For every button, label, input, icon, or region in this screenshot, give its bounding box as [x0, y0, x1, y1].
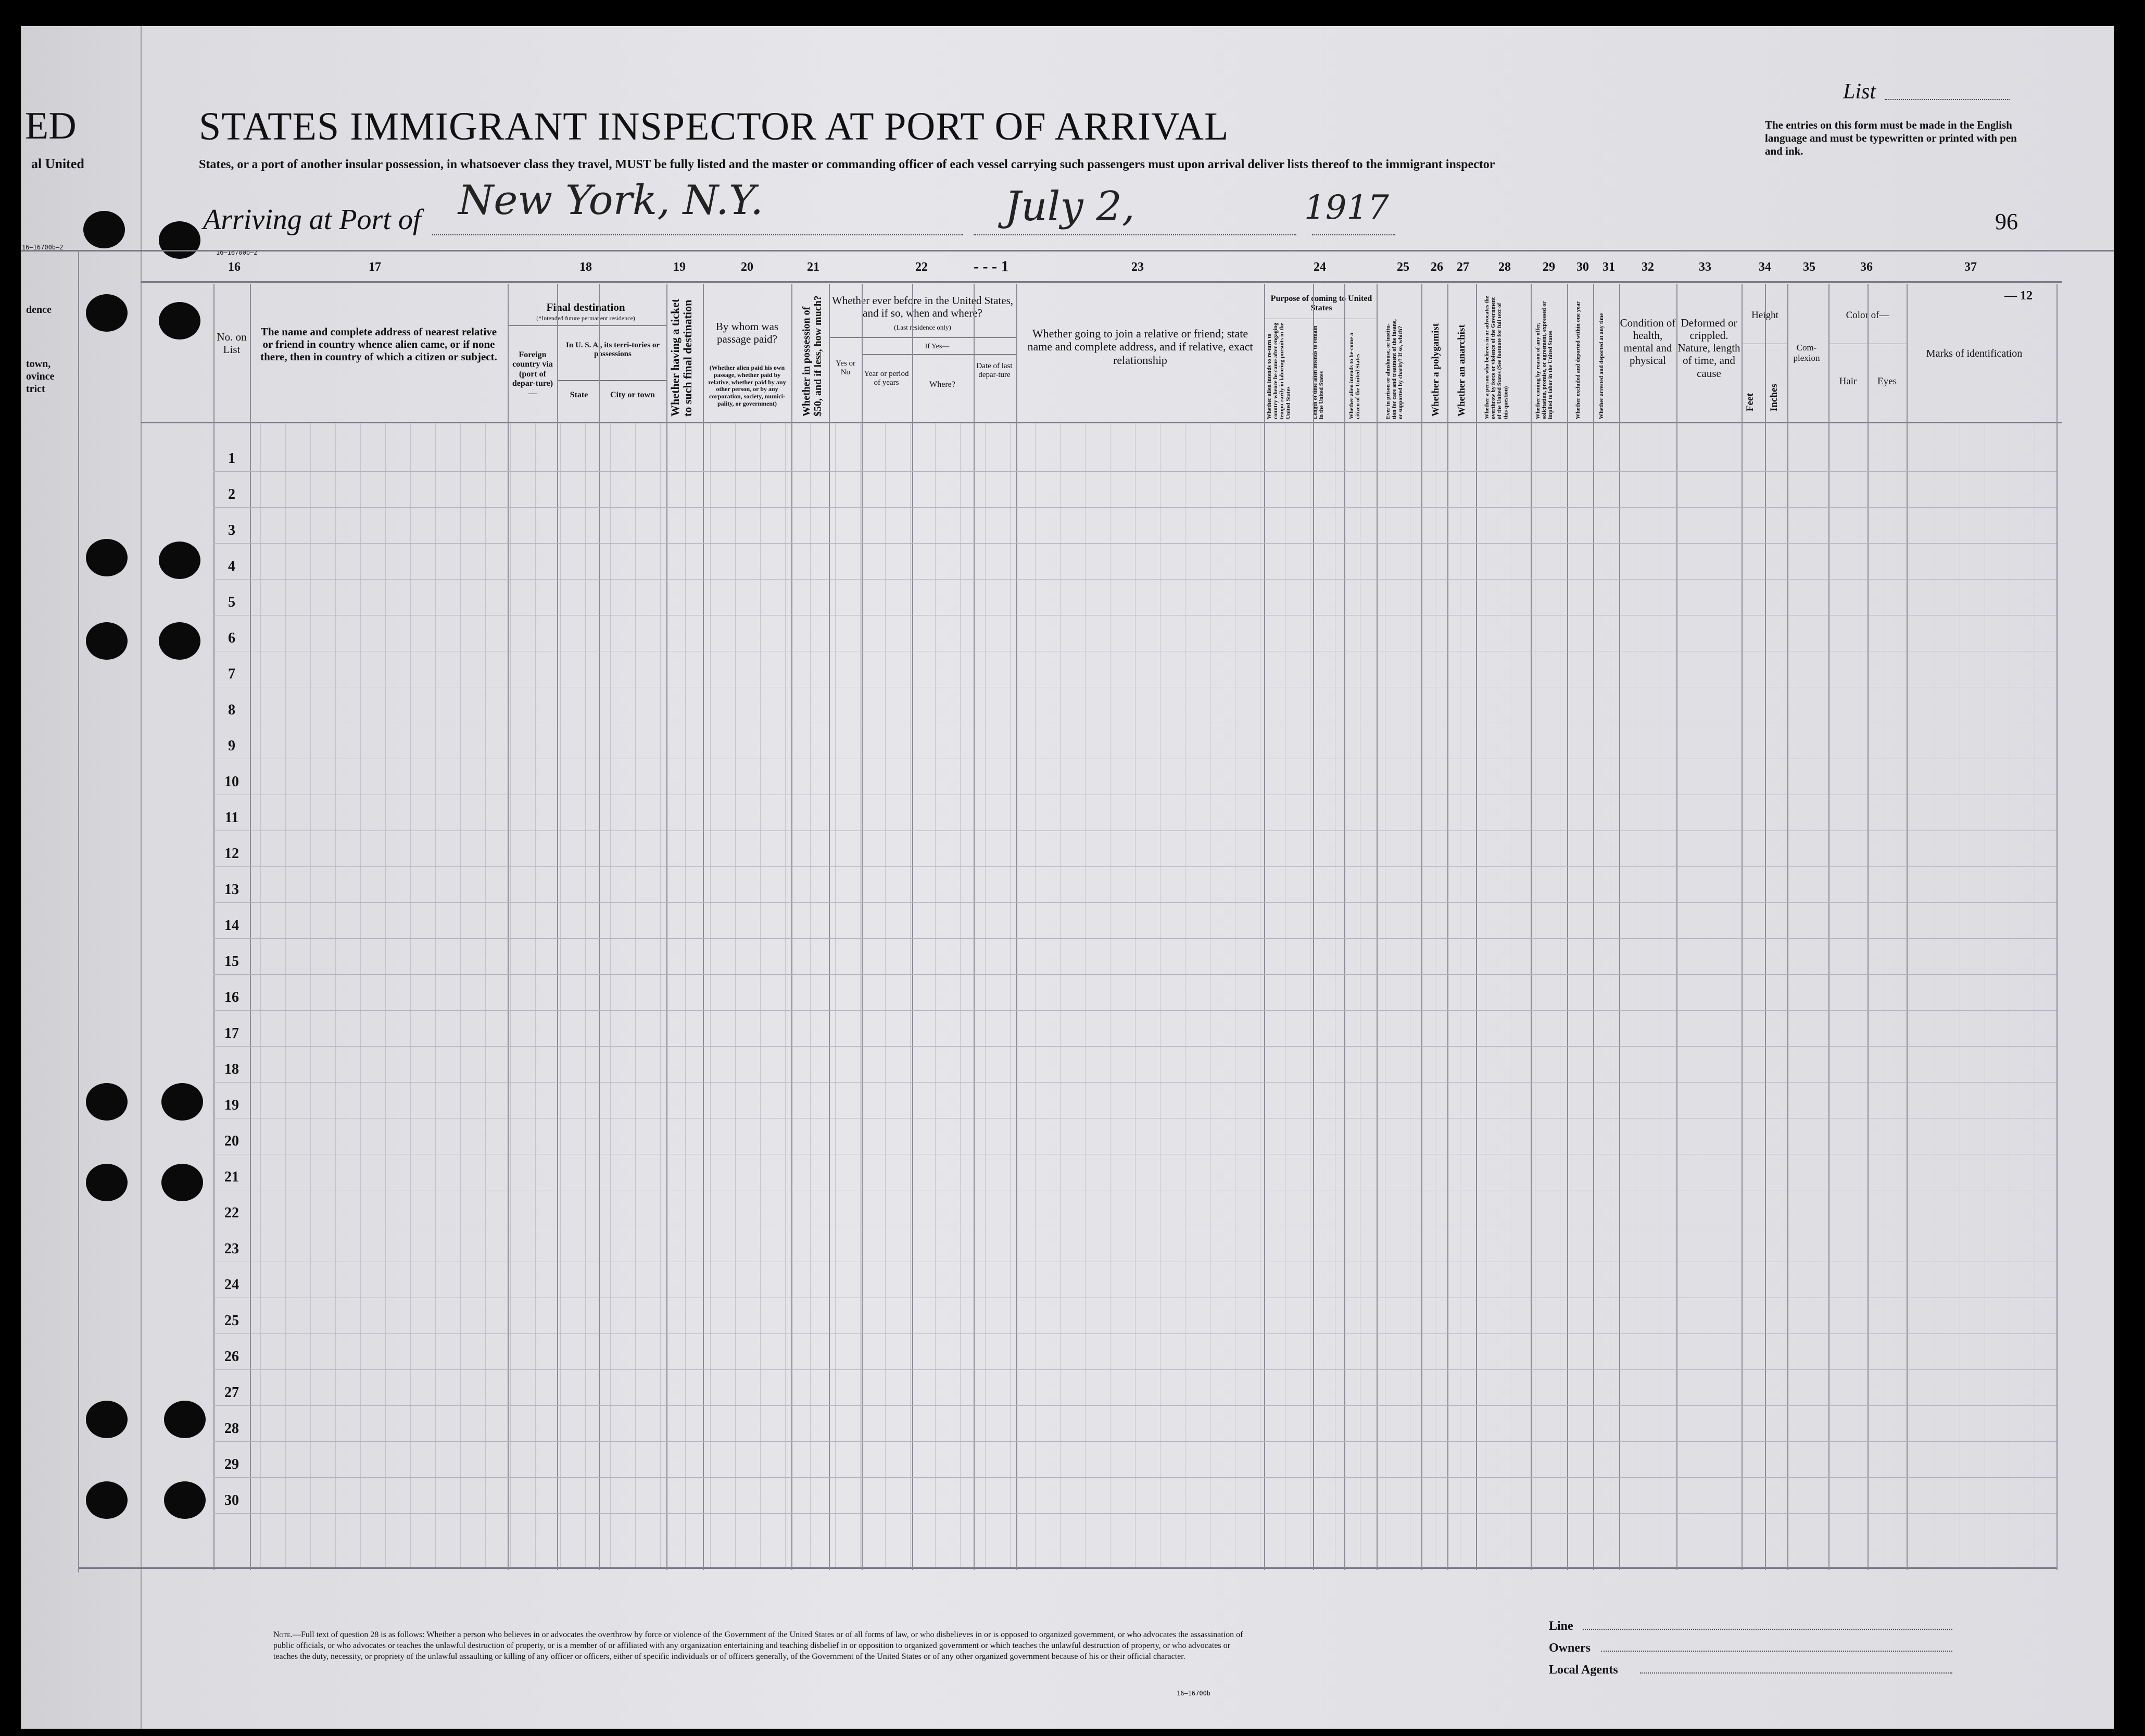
minor-rule	[810, 423, 811, 1567]
binder-hole	[161, 1164, 203, 1201]
header-color-of: Color of—	[1846, 310, 1889, 321]
minor-rule	[985, 423, 986, 1567]
binder-hole	[159, 302, 200, 339]
minor-rule	[535, 423, 536, 1567]
column-rule	[2056, 284, 2058, 1570]
column-rule	[78, 250, 79, 1573]
row-number: 14	[224, 917, 239, 934]
header-fifty-dollars: Whether in possession of $50, and if less, how much?	[801, 295, 824, 417]
column-rule	[1421, 284, 1422, 1570]
header-solicitation: Whether coming by reason of any offer, solicitation, promise, or agreement, expressed or implied to labor in the United States	[1535, 301, 1554, 419]
table-row	[213, 974, 2056, 975]
column-number: 18	[579, 260, 592, 274]
row-number: 28	[224, 1420, 239, 1437]
row-number: 13	[224, 882, 239, 898]
line-label: Line	[1549, 1619, 1573, 1633]
column-number: 21	[807, 260, 819, 274]
table-row	[213, 1513, 2056, 1514]
footnote-text: —Full text of question 28 is as follows: Whether a person who believes in or advocates the overthrow by force or violence of the Government of the United States or of all forms of law, or who disbelieves in or is opposed to organized government, or who advocates the assassination of public officials, or who advocates or teaches the unlawful destruction of property, or is a member of or affiliated with any organization entertaining and teaching disbelief in or opposition to organized government or which teaches the unlawful destruction of property, or who advocates or teaches the duty, necessity, or propriety of the unlawful assaulting or killing of any officer or officers, either of specific individuals or of officers generally, of the Government of the United States or of any other organized government because of his or their official character.	[273, 1630, 1243, 1661]
subheader-rule	[557, 380, 666, 381]
line-blank	[1583, 1629, 1952, 1630]
header-prison: Ever in prison or almshouse, or institu-tion for care and treatment of the insane, or supported by charity? If so, which?	[1385, 319, 1404, 419]
minor-rule	[335, 423, 336, 1567]
row-number: 1	[228, 450, 235, 467]
minor-rule	[885, 423, 886, 1567]
row-number: 20	[224, 1133, 239, 1149]
row-number: 12	[224, 846, 239, 862]
owners-label: Owners	[1549, 1641, 1591, 1655]
header-if-yes: If Yes—	[925, 343, 950, 350]
header-inches: Inches	[1769, 384, 1780, 411]
row-number: 24	[224, 1277, 239, 1293]
minor-rule	[735, 423, 736, 1567]
minor-rule	[260, 423, 261, 1567]
header-anarchist: Whether an anarchist	[1456, 324, 1467, 417]
row-number: 26	[224, 1349, 239, 1365]
column-number: 32	[1642, 260, 1654, 274]
port-line	[432, 234, 963, 235]
column-rule	[1868, 284, 1869, 1570]
column-number: 19	[673, 260, 686, 274]
minor-rule	[410, 423, 411, 1567]
subheader-rule	[508, 325, 666, 326]
list-blank	[1885, 99, 2010, 100]
subheader-rule	[862, 354, 1016, 355]
binder-hole	[86, 1401, 128, 1438]
binder-hole	[86, 622, 128, 660]
header-where: Where?	[929, 380, 955, 389]
binder-hole	[86, 539, 128, 576]
header-passage-note: (Whether alien paid his own passage, whether paid by relative, whether paid by any other person, or by any corporation, society, munici-pality, or government)	[708, 364, 786, 407]
table-row	[213, 471, 2056, 472]
header-city: City or town	[610, 391, 655, 399]
table-row	[213, 1405, 2056, 1406]
table-row	[213, 579, 2056, 580]
minor-rule	[635, 423, 636, 1567]
column-rule	[1828, 284, 1829, 1570]
column-number: 37	[1964, 260, 1977, 274]
arriving-label: Arriving at Port of	[203, 204, 421, 236]
entries-note: The entries on this form must be made in the English language and must be typewritten or printed with pen and ink.	[1765, 119, 2017, 158]
minor-rule	[935, 423, 936, 1567]
column-number: 25	[1397, 260, 1409, 274]
minor-rule	[435, 423, 436, 1567]
column-rule	[666, 284, 667, 1570]
column-rule	[250, 284, 251, 1570]
table-row	[213, 1010, 2056, 1011]
binder-hole	[159, 622, 200, 660]
row-number: 10	[224, 774, 239, 790]
footnote	[273, 1630, 1247, 1662]
column-number: 22	[915, 260, 928, 274]
column-number: 31	[1603, 260, 1615, 274]
row-number: 4	[228, 558, 235, 574]
row-number: 8	[228, 702, 235, 718]
header-yes-or-no: Yes or No	[835, 359, 856, 377]
minor-rule	[835, 423, 836, 1567]
left-title-fragment: ED	[25, 105, 77, 147]
page-number: 96	[1995, 209, 2018, 234]
column-rule	[1344, 284, 1345, 1570]
form-code: 16—16700b—2	[216, 249, 258, 256]
row-number: 5	[228, 594, 235, 610]
binder-hole	[86, 1164, 128, 1201]
header-ticket: Whether having a ticket to such final destination	[668, 298, 695, 417]
column-rule	[1377, 284, 1378, 1570]
binder-hole	[159, 542, 200, 579]
row-number: 11	[224, 810, 239, 826]
header-overthrow: Whether a person who believes in or advocates the overthrow by force or violence of the Government of the United States (See footnote for full text of this question)	[1484, 296, 1509, 419]
header-top-rule	[21, 250, 2114, 251]
table-row	[213, 1082, 2056, 1083]
row-number: 18	[224, 1061, 239, 1077]
header-ever-before: Whether ever before in the United States, and if so, when and where?	[831, 294, 1014, 320]
header-last-departure: Date of last depar-ture	[976, 362, 1013, 380]
stray-mark: — 12	[2004, 289, 2033, 303]
row-number: 3	[228, 522, 235, 538]
minor-rule	[660, 423, 661, 1567]
left-form-code: 16—16700b—2	[22, 244, 64, 251]
date-line	[974, 234, 1296, 235]
row-number: 27	[224, 1385, 239, 1401]
row-number: 25	[224, 1313, 239, 1329]
table-row	[213, 543, 2056, 544]
minor-rule	[285, 423, 286, 1567]
agents-label: Local Agents	[1549, 1663, 1618, 1677]
row-number: 23	[224, 1241, 239, 1257]
column-rule	[703, 284, 704, 1570]
header-purpose-return: Whether alien intends to re-turn to country whence he came after engaging tempo-rarily in laboring pursuits in the United States	[1266, 322, 1292, 419]
column-rule	[1676, 284, 1677, 1570]
column-rule	[1476, 284, 1477, 1570]
left-header-fragment: dence	[26, 304, 52, 316]
row-number: 15	[224, 953, 239, 970]
header-going-to-join: Whether going to join a relative or friend; state name and complete address, and if relative, exact relationship	[1027, 327, 1253, 367]
header-eyes: Eyes	[1877, 376, 1897, 387]
column-rule	[1619, 284, 1620, 1570]
header-final-destination: Final destination	[546, 301, 625, 313]
column-number: 30	[1576, 260, 1589, 274]
left-subtitle-fragment: al United	[31, 156, 84, 171]
row-number: 6	[228, 630, 235, 646]
binder-hole	[164, 1481, 206, 1519]
column-rule	[1016, 284, 1017, 1570]
minor-rule	[1060, 423, 1061, 1567]
minor-rule	[1110, 423, 1111, 1567]
table-row	[213, 1046, 2056, 1047]
page-subtitle: States, or a port of another insular possession, in whatsoever class they travel, MUST be fully listed and the master or commanding officer of each vessel carrying such passengers must upon arrival deliver lists thereof to the immigrant inspector	[199, 158, 1495, 171]
header-height: Height	[1751, 310, 1778, 321]
column-number: 36	[1860, 260, 1873, 274]
minor-rule	[560, 423, 561, 1567]
header-passage-paid: By whom was passage paid?	[715, 320, 779, 346]
header-relative-address: The name and complete address of nearest relative or friend in country whence alien came, or if none there, then in country of which a citizen or subject.	[260, 325, 497, 363]
port-handwritten: New York, N.Y.	[458, 177, 764, 224]
header-purpose: Purpose of coming to United States	[1270, 294, 1372, 313]
minor-rule	[760, 423, 761, 1567]
row-number: 2	[228, 486, 235, 502]
header-deformed: Deformed or crippled. Nature, length of time, and cause	[1677, 317, 1740, 380]
column-rule	[1787, 284, 1788, 1570]
minor-rule	[360, 423, 361, 1567]
header-marks: Marks of identification	[1926, 348, 2023, 359]
row-number: 30	[224, 1492, 239, 1508]
table-row	[213, 866, 2056, 867]
column-rule	[1313, 284, 1314, 1570]
table-row	[213, 1369, 2056, 1370]
subheader-rule	[830, 337, 1016, 338]
minor-rule	[860, 423, 861, 1567]
column-rule	[1447, 284, 1448, 1570]
minor-rule	[485, 423, 486, 1567]
minor-rule	[610, 423, 611, 1567]
minor-rule	[510, 423, 511, 1567]
header-polygamist: Whether a polygamist	[1430, 323, 1441, 417]
column-number: 35	[1803, 260, 1815, 274]
row-number: 19	[224, 1097, 239, 1113]
header-excluded: Whether excluded and deported within one year	[1575, 301, 1581, 419]
header-bottom-rule	[141, 422, 2062, 423]
left-page-strip	[21, 26, 142, 1729]
column-rule	[557, 284, 558, 1570]
minor-rule	[710, 423, 711, 1567]
header-state: State	[570, 391, 588, 399]
year-line	[1312, 234, 1395, 235]
minor-rule	[585, 423, 586, 1567]
row-number: 21	[224, 1169, 239, 1185]
header-health: Condition of health, mental and physical	[1620, 317, 1676, 367]
column-number: 26	[1431, 260, 1443, 274]
owners-blank	[1601, 1651, 1952, 1652]
column-rule	[599, 284, 600, 1570]
table-bottom-rule	[78, 1567, 2056, 1569]
minor-rule	[460, 423, 461, 1567]
left-header-fragment: ovince	[26, 371, 55, 382]
column-rule	[1907, 284, 1908, 1570]
table-row	[213, 1441, 2056, 1442]
column-rule	[862, 284, 863, 1570]
column-rule	[912, 284, 913, 1570]
footnote-label: Note.	[273, 1630, 293, 1639]
table-row	[213, 1477, 2056, 1478]
column-rule	[1567, 284, 1568, 1570]
row-number: 17	[224, 1025, 239, 1041]
column-number: 33	[1699, 260, 1711, 274]
header-ever-before-note: (Last residence only)	[894, 323, 951, 331]
table-row	[213, 507, 2056, 508]
row-number: 7	[228, 666, 235, 682]
column-number: 34	[1759, 260, 1771, 274]
left-header-fragment: town,	[26, 358, 51, 370]
binder-hole	[86, 1481, 128, 1519]
minor-rule	[1035, 423, 1036, 1567]
minor-rule	[785, 423, 786, 1567]
list-label: List	[1843, 80, 1876, 104]
agents-blank	[1640, 1672, 1952, 1674]
minor-rule	[1085, 423, 1086, 1567]
minor-rule	[960, 423, 961, 1567]
row-number: 9	[228, 738, 235, 754]
binder-hole	[83, 211, 125, 248]
table-row	[213, 902, 2056, 903]
left-header-fragment: trict	[26, 383, 45, 395]
column-rule	[1593, 284, 1594, 1570]
column-rule	[508, 284, 509, 1570]
row-number: 16	[224, 989, 239, 1005]
column-number: 23	[1131, 260, 1144, 274]
column-number: 17	[369, 260, 381, 274]
header-usa: In U. S. A., its terri-tories or possessions	[566, 341, 660, 359]
column-rule	[1264, 284, 1265, 1570]
minor-rule	[910, 423, 911, 1567]
binder-hole	[159, 221, 200, 259]
minor-rule	[1010, 423, 1011, 1567]
column-number: 24	[1314, 260, 1326, 274]
column-number: 27	[1457, 260, 1469, 274]
column-rule	[829, 284, 830, 1570]
year-handwritten: 1917	[1304, 188, 1389, 227]
column-rule	[1531, 284, 1532, 1570]
minor-rule	[685, 423, 686, 1567]
page-title: STATES IMMIGRANT INSPECTOR AT PORT OF ARRIVAL	[199, 105, 1229, 148]
header-foreign-country: Foreign country via (port of depar-ture)—	[512, 350, 553, 398]
header-arrested: Whether arrested and deported at any time	[1598, 313, 1605, 419]
column-number: 16	[228, 260, 241, 274]
header-feet: Feet	[1745, 393, 1756, 411]
column-number: 29	[1543, 260, 1555, 274]
date-handwritten: July 2,	[1005, 183, 1135, 230]
row-number: 22	[224, 1205, 239, 1221]
minor-rule	[385, 423, 386, 1567]
header-period: Year or period of years	[864, 370, 909, 387]
header-hair: Hair	[1839, 376, 1857, 387]
row-number: 29	[224, 1456, 239, 1473]
footer-form-code: 16—16700b	[1177, 1690, 1211, 1697]
column-number: 20	[741, 260, 753, 274]
header-complexion: Com-plexion	[1793, 343, 1820, 363]
column-rule	[974, 284, 975, 1570]
binder-hole	[86, 1083, 128, 1121]
binder-hole	[164, 1401, 206, 1438]
header-purpose-length: Length of time alien intends to remain in the United States	[1312, 325, 1325, 419]
header-number-rule	[141, 281, 2062, 283]
binder-hole	[86, 294, 128, 332]
column-number: 28	[1498, 260, 1511, 274]
column-rule	[1765, 284, 1766, 1570]
minor-rule	[310, 423, 311, 1567]
column-rule	[1742, 284, 1743, 1570]
binder-hole	[161, 1083, 203, 1121]
header-final-destination-note: (*Intended future permanent residence)	[536, 315, 635, 322]
stray-mark: - - - 1	[974, 258, 1009, 275]
column-rule	[791, 284, 792, 1570]
header-purpose-citizen: Whether alien intends to be-come a citizen of the United States	[1348, 333, 1361, 419]
header-no-on-list: No. on List	[217, 331, 247, 356]
table-row	[213, 938, 2056, 939]
